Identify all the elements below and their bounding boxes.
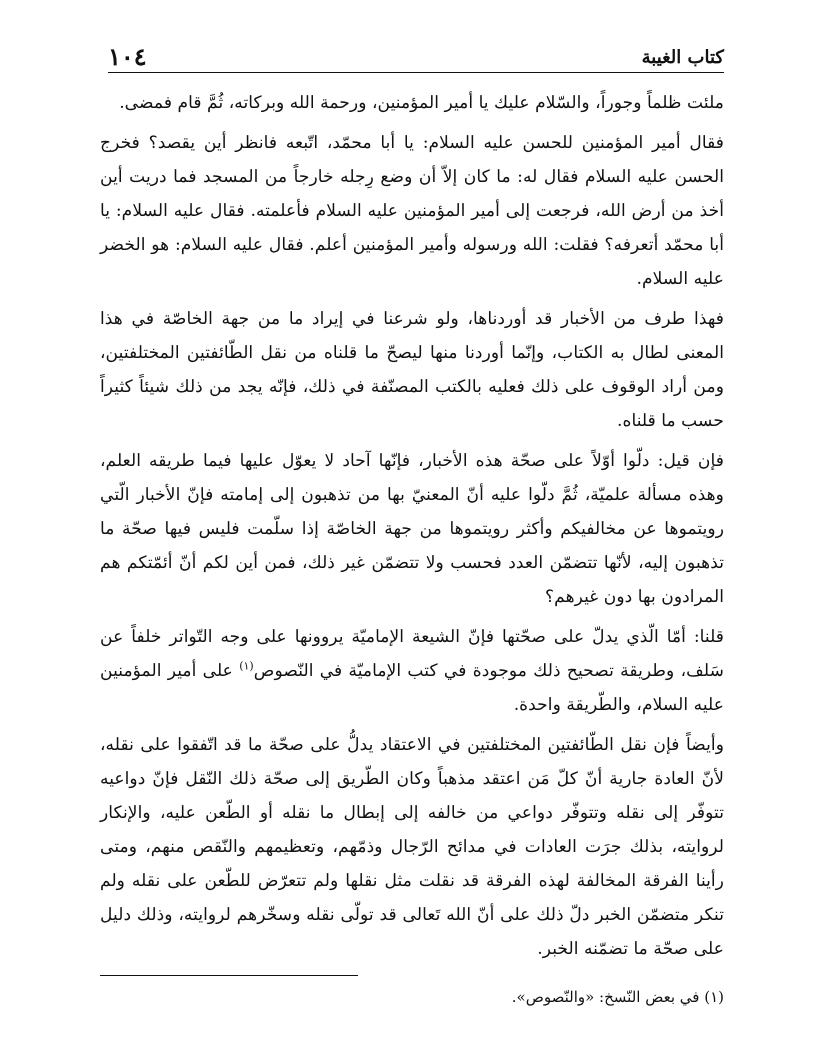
footnote [100,984,724,1010]
footnote-reference[interactable]: (١) [239,659,254,673]
paragraph-6: وأيضاً فإن نقل الطّائفتين المختلفتين في الاعتقاد يدلُّ على صحّة ما قد اتّفقوا على نقله، لأنّ العادة جارية أنّ كلّ مَن اعتقد مذهباً وكان الطّريق إلى صحّة ذلك النّقل فإنّ دواعيه تتوفّر إلى نقله وتتوفّر دواعي من خالفه إلى إبطال ما نقله أو الطّعن عليه، والإنكار لروايته، بذلك جرَت العادات في مدائح الرّجال وذمّهم، وتعظيمهم والنّقص منهم، ومتى رأينا الفرقة المخالفة لهذه الفرقة قد نقلت مثل نقلها ولم تتعرّض للطّعن على نقله ولم تنكر متضمّن الخبر دلّ ذلك على أنّ الله تَعالى قد تولّى نقله وسخّرهم لروايته، وذلك دليل على صحّة ما تضمّنه الخبر. [100,735,724,959]
paragraph-5-end: على أمير المؤمنين عليه السلام، والطّريقة واحدة. [100,661,724,715]
main-text [100,86,724,966]
running-header [108,38,724,73]
footnote-number: (١) [704,988,724,1006]
page-number: ١٠٤ [108,42,147,71]
paragraph-2: فقال أمير المؤمنين للحسن عليه السلام: يا أبا محمّد، اتّبعه فانظر أين يقصد؟ فخرج الحسن عليه السلام فقال له: ما كان إلاّ أن وضع رِجله خارجاً من المسجد فما دريت أين أخذ من أرض الله، فرجعت إلى أمير المؤمنين عليه السلام فأعلمته. فقال عليه السلام: يا أبا محمّد أتعرفه؟ فقلت: الله ورسوله وأمير المؤمنين أعلم. فقال عليه السلام: هو الخضر عليه السلام. [100,133,724,289]
footnote-divider [100,975,358,976]
paragraph-5-text: قلنا: أمّا الّذي يدلّ على صحّتها فإنّ الشيعة الإماميّة يروونها على وجه التّواتر خلفاً عن سَلف، وطريقة تصحيح ذلك موجودة في كتب الإماميّة في النّصوص [100,627,725,681]
book-title: كتاب الغيبة [641,47,724,68]
paragraph-1: ملئت ظلماً وجوراً، والسّلام عليك يا أمير المؤمنين، ورحمة الله وبركاته، ثُمَّ قام فمضى. [119,93,724,113]
paragraph-5 [100,620,724,722]
paragraph-4: فإن قيل: دلّوا أوّلاً على صحّة هذه الأخبار، فإنّها آحاد لا يعوّل عليها فيما طريقه العلم، وهذه مسألة علميّة، ثُمَّ دلّوا عليه أنّ المعنيّ بها من تذهبون إلى إمامته فإنّ الأخبار الّتي رويتموها عن مخالفيكم وأكثر رويتموها من جهة الخاصّة إذا سلّمت فليس فيها صحّة ما تذهبون إليه، لأنّها تتضمّن العدد فحسب ولا تتضمّن غير ذلك، فمن أين لكم أنّ أئمّتكم هم المرادون بها دون غيرهم؟ [100,451,724,607]
footnote-text: في بعض النّسخ: «والنّصوص». [511,988,700,1006]
paragraph-3: فهذا طرف من الأخبار قد أوردناها، ولو شرعنا في إيراد ما من جهة الخاصّة في هذا المعنى لطال به الكتاب، وإنّما أوردنا منها ليصحّ ما قلناه من نقل الطّائفتين المختلفتين، ومن أراد الوقوف على ذلك فعليه بالكتب المصنّفة في ذلك، فإنّه يجد من ذلك شيئاً كثيراً حسب ما قلناه. [100,309,724,431]
